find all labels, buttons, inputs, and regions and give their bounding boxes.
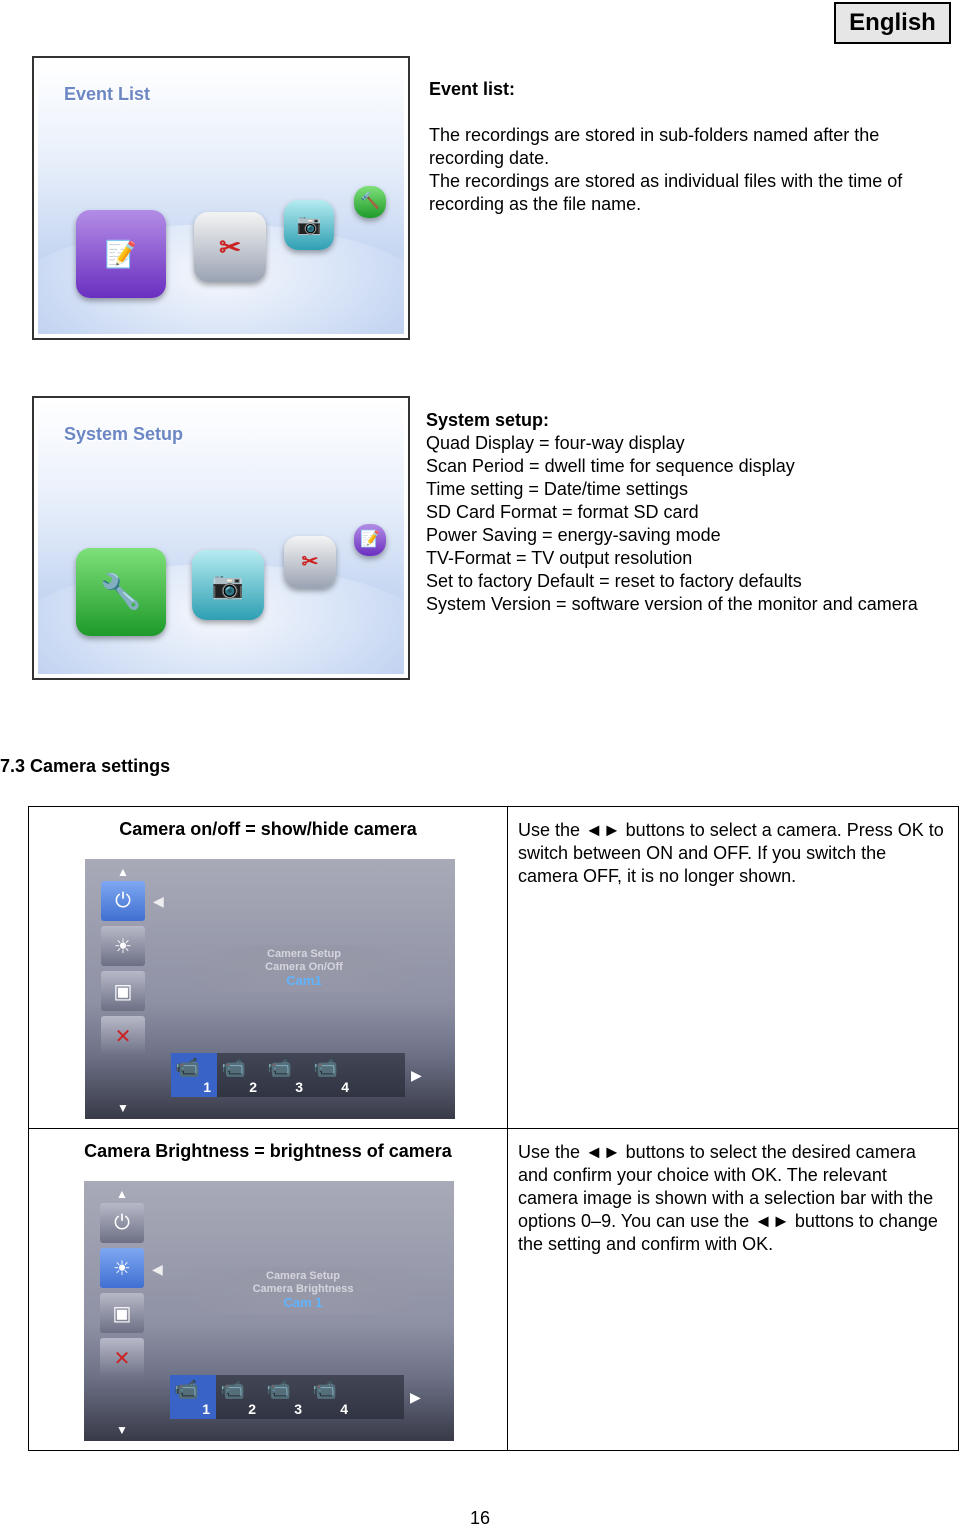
camera-number: 2 — [249, 1079, 257, 1095]
tools-icon: ✂ — [284, 536, 336, 588]
left-arrow-icon: ◀ — [152, 1261, 163, 1277]
osd-line-1: Camera Setup — [266, 1270, 340, 1282]
system-setup-line: Quad Display = four-way display — [426, 433, 685, 453]
camera-number: 2 — [248, 1401, 256, 1417]
camera-icon: 📹 1 — [170, 1375, 216, 1419]
camera-brightness-cell — [29, 1129, 508, 1451]
camera-brightness-osd — [84, 1181, 454, 1441]
down-arrow-icon: ▼ — [117, 1101, 129, 1115]
tv-icon: ✕ — [100, 1338, 144, 1378]
osd-info-panel — [189, 945, 419, 992]
osd-side-menu — [101, 881, 149, 1061]
power-icon: ⏻ — [100, 1203, 144, 1243]
brightness-icon: ☀ — [101, 926, 145, 966]
system-setup-line: SD Card Format = format SD card — [426, 502, 699, 522]
osd-side-menu — [100, 1203, 148, 1383]
page-number: 16 — [470, 1508, 491, 1528]
power-icon: ⏻ — [101, 881, 145, 921]
event-list-screen — [38, 62, 404, 334]
system-setup-line: TV-Format = TV output resolution — [426, 548, 693, 568]
camera-icon: 📹 1 — [171, 1053, 217, 1097]
camera-icon: ▣ — [101, 971, 145, 1011]
camera-strip — [170, 1375, 404, 1419]
osd-line-1: Camera Setup — [267, 948, 341, 960]
camera-brightness-caption: Camera Brightness = brightness of camera — [84, 1141, 452, 1161]
brightness-icon: ☀ — [100, 1248, 144, 1288]
system-setup-screenshot — [32, 396, 410, 680]
system-setup-line: System Version = software version of the monitor and camera — [426, 594, 918, 614]
table-row — [29, 1129, 959, 1451]
camera-tools-icon: 📷 — [192, 550, 264, 620]
system-setup-description — [426, 409, 954, 616]
camera-brightness-text: Use the ◄► buttons to select the desired camera and confirm your choice with OK. The relevant camera image is shown with a selection bar with the options 0–9. You can use the ◄► buttons to change the setting and confirm with OK. — [508, 1129, 959, 1451]
camera-icon: 📹 4 — [312, 1379, 348, 1417]
hammer-screwdriver-icon: 🔧 — [76, 548, 166, 636]
camera-icon: 📹 3 — [266, 1379, 302, 1417]
table-row — [29, 807, 959, 1129]
camera-tools-icon: 📷 — [284, 200, 334, 250]
osd-line-3: Cam 1 — [283, 1295, 323, 1310]
camera-onoff-cell — [29, 807, 508, 1129]
event-list-description — [429, 78, 954, 216]
event-list-heading: Event list: — [429, 79, 516, 99]
camera-number: 1 — [203, 1079, 211, 1095]
tools-icon: ✂ — [194, 212, 266, 282]
right-arrow-icon: ▶ — [410, 1389, 421, 1405]
language-label: English — [834, 2, 951, 44]
event-list-line-2: The recordings are stored as individual files with the time of recording as the file name. — [429, 171, 903, 214]
osd-line-2: Camera On/Off — [265, 961, 343, 973]
camera-settings-heading: 7.3 Camera settings — [0, 756, 171, 776]
camera-number: 4 — [341, 1079, 349, 1095]
system-setup-line: Power Saving = energy-saving mode — [426, 525, 721, 545]
up-arrow-icon: ▲ — [117, 865, 129, 879]
camera-settings-table — [28, 806, 959, 1451]
right-arrow-icon: ▶ — [411, 1067, 422, 1083]
camera-number: 3 — [295, 1079, 303, 1095]
system-setup-screen — [38, 402, 404, 674]
tv-icon: ✕ — [101, 1016, 145, 1056]
rec-document-icon: 📝 — [354, 524, 386, 556]
hammer-screwdriver-icon: 🔨 — [354, 186, 386, 218]
system-setup-line: Set to factory Default = reset to factory defaults — [426, 571, 802, 591]
camera-strip — [171, 1053, 405, 1097]
camera-number: 1 — [202, 1401, 210, 1417]
osd-line-3: Cam1 — [286, 973, 322, 988]
system-setup-line: Scan Period = dwell time for sequence display — [426, 456, 795, 476]
down-arrow-icon: ▼ — [116, 1423, 128, 1437]
camera-icon: 📹 4 — [313, 1057, 349, 1095]
event-list-screenshot — [32, 56, 410, 340]
system-setup-line: Time setting = Date/time settings — [426, 479, 688, 499]
camera-icon: 📹 2 — [221, 1057, 257, 1095]
system-setup-screen-title: System Setup — [64, 424, 184, 444]
system-setup-heading: System setup: — [426, 410, 550, 430]
camera-onoff-caption: Camera on/off = show/hide camera — [119, 819, 417, 839]
camera-icon: 📹 2 — [220, 1379, 256, 1417]
camera-icon: ▣ — [100, 1293, 144, 1333]
osd-info-panel — [188, 1267, 418, 1314]
up-arrow-icon: ▲ — [116, 1187, 128, 1201]
camera-onoff-osd — [85, 859, 455, 1119]
osd-line-2: Camera Brightness — [252, 1283, 354, 1295]
rec-document-icon: 📝 — [76, 210, 166, 298]
camera-onoff-text: Use the ◄► buttons to select a camera. Press OK to switch between ON and OFF. If you switch the camera OFF, it is no longer shown. — [508, 807, 959, 1129]
camera-icon: 📹 3 — [267, 1057, 303, 1095]
left-arrow-icon: ◀ — [153, 893, 164, 909]
camera-number: 4 — [340, 1401, 348, 1417]
camera-number: 3 — [294, 1401, 302, 1417]
event-list-screen-title: Event List — [64, 84, 151, 104]
event-list-line-1: The recordings are stored in sub-folders named after the recording date. — [429, 125, 880, 168]
